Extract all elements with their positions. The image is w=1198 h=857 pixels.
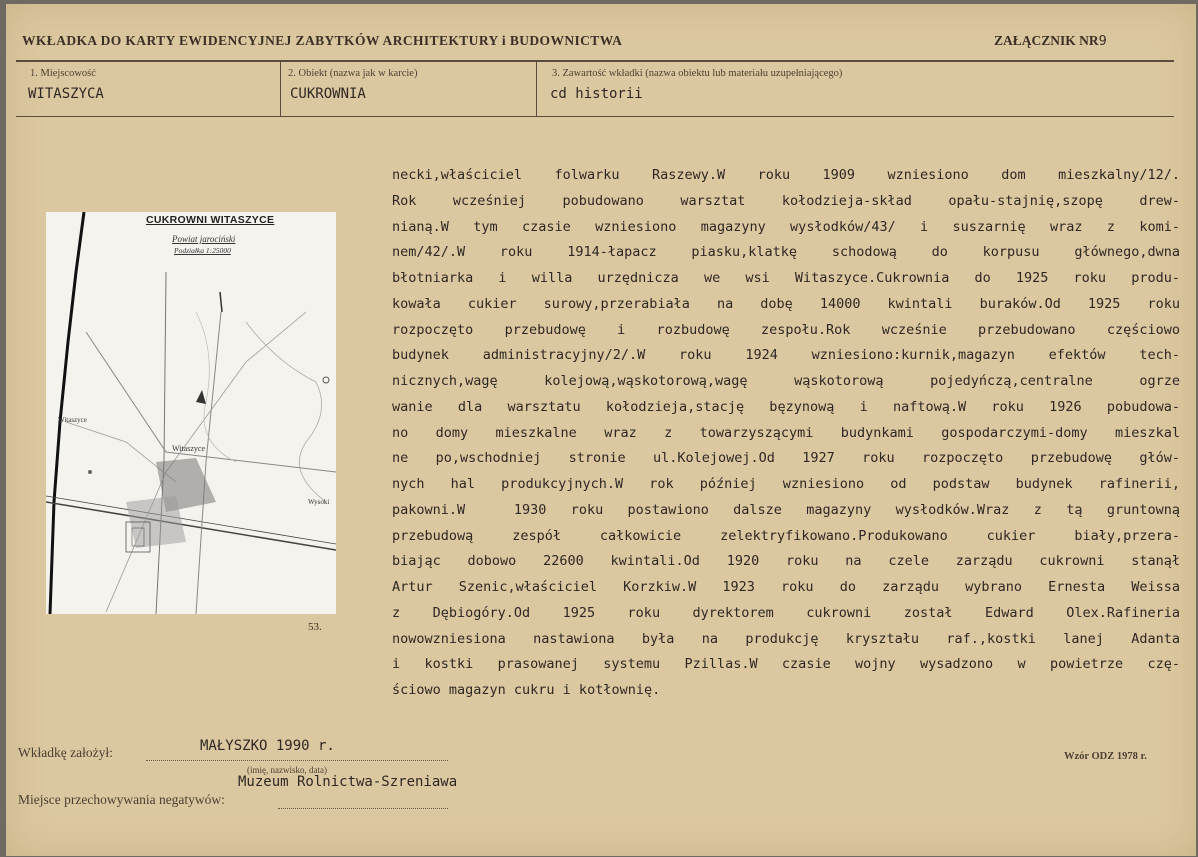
field-label-locality: 1. Miejscowość xyxy=(30,68,96,79)
text-line: błotniarka i willa urzędnicza we wsi Witaszyce.Cukrownia do 1925 roku produ- xyxy=(392,270,1180,286)
text-line: necki,właściciel folwarku Raszewy.W roku 1909 wzniesiono dom mieszkalny/12/. xyxy=(392,167,1180,183)
page-number: 53. xyxy=(308,621,322,633)
map-photograph xyxy=(46,212,336,614)
text-line: rozpoczęto przebudowę i rozbudowę zespołu.Rok wcześnie przebudowano częściowo xyxy=(392,321,1180,338)
map-drawing xyxy=(46,212,336,614)
field-value-locality: WITASZYCA xyxy=(28,86,104,102)
negatives-label: Miejsce przechowywania negatywów: xyxy=(18,792,225,807)
text-line: przebudową zespół całkowicie zelektryfikowano.Produkowano cukier biały,przera- xyxy=(392,527,1180,544)
institution-value: Muzeum Rolnictwa-Szreniawa xyxy=(238,774,458,790)
field-value-object: CUKROWNIA xyxy=(290,86,366,102)
text-line: ściowo magazyn cukru i kotłownię. xyxy=(392,682,661,698)
attachment-number: 9 xyxy=(1098,33,1107,49)
field-value-contents: cd historii xyxy=(550,86,643,102)
text-line: i kostki prasowanej systemu Pzillas.W czasie wojny wysadzono w powietrze czę- xyxy=(392,656,1180,673)
author-label: Wkładkę założył: xyxy=(18,745,113,760)
form-title: WKŁADKA DO KARTY EWIDENCYJNEJ ZABYTKÓW ARCHITEKTURY i BUDOWNICTWA xyxy=(22,33,623,48)
attachment-text: ZAŁĄCZNIK NR xyxy=(994,33,1099,48)
text-line: Artur Szenic,właściciel Korzkiw.W 1923 roku do zarządu wybrano Ernesta Weissa xyxy=(392,579,1180,595)
field-label-object: 2. Obiekt (nazwa jak w karcie) xyxy=(288,68,418,79)
author-hint: (imię, nazwisko, data) xyxy=(247,765,327,775)
text-line: wanie dla warsztatu kołodzieja,stację bęzynową i naftową.W roku 1926 pobudowa- xyxy=(392,398,1180,415)
text-line: nicznych,wagę kolejową,wąskotorową,wagę wąskotorową pojedyńczą,centralne ogrze xyxy=(392,373,1180,389)
map-subtitle: Powiat jarociński xyxy=(172,234,236,244)
map-place-east: Wysoki xyxy=(308,498,330,506)
text-line: kowała cukier surowy,przerabiała na dobę 14000 kwintali buraków.Od 1925 roku xyxy=(392,295,1180,312)
map-scale: Podziałka 1:25000 xyxy=(174,246,231,255)
text-line: no domy mieszkalne wraz z towarzyszącymi budynkami gospodarczymi-domy mieszkal xyxy=(392,424,1180,441)
negatives-dotted-line xyxy=(278,808,448,809)
map-title: CUKROWNI WITASZYCE xyxy=(146,214,275,226)
text-line: nowowzniesiona nastawiona była na produkcję kryształu raf.,kostki lanej Adanta xyxy=(392,630,1180,647)
form-code: Wzór ODZ 1978 r. xyxy=(1064,751,1147,762)
text-line: budynek administracyjny/2/.W roku 1924 wzniesiono:kurnik,magazyn efektów tech- xyxy=(392,347,1180,364)
text-line: Rok wcześniej pobudowano warsztat kołodzieja-skład opału-stajnię,szopę drew- xyxy=(392,192,1180,209)
text-line: z Dębiogóry.Od 1925 roku dyrektorem cukrowni został Edward Olex.Rafineria xyxy=(392,604,1180,621)
text-line: ne po,wschodniej stronie ul.Kolejowej.Od 1927 roku rozpoczęto przebudowę głów- xyxy=(392,450,1180,467)
field-label-contents: 3. Zawartość wkładki (nazwa obiektu lub materiału uzupełniającego) xyxy=(552,68,843,79)
history-text xyxy=(392,163,1180,704)
text-line: biając dobowo 22600 kwintali.Od 1920 roku na czele zarządu cukrowni stanął xyxy=(392,553,1180,570)
map-place-main: Witaszyce xyxy=(172,444,205,453)
text-line: pakowni.W 1930 roku postawiono dalsze magazyny wysłodków.Wraz z tą gruntowną xyxy=(392,501,1180,518)
author-value: MAŁYSZKO 1990 r. xyxy=(200,738,335,754)
field-divider-2 xyxy=(536,60,537,116)
header-bottom-rule xyxy=(16,116,1174,117)
header-top-rule xyxy=(16,60,1174,62)
text-line: nem/42/.W roku 1914-łapacz piasku,klatkę schodową do korpusu głównego,dwna xyxy=(392,244,1180,261)
map-place-west: Witaszyce xyxy=(58,416,87,424)
attachment-label xyxy=(994,33,1107,49)
text-line: nych hal produkcyjnych.W rok później wzniesiono od podstaw budynek rafinerii, xyxy=(392,476,1180,492)
field-divider-1 xyxy=(280,60,281,116)
text-line: nianą.W tym czasie wzniesiono magazyny wysłodków/43/ i suszarnię wraz z komi- xyxy=(392,218,1180,235)
author-dotted-line xyxy=(146,760,448,761)
